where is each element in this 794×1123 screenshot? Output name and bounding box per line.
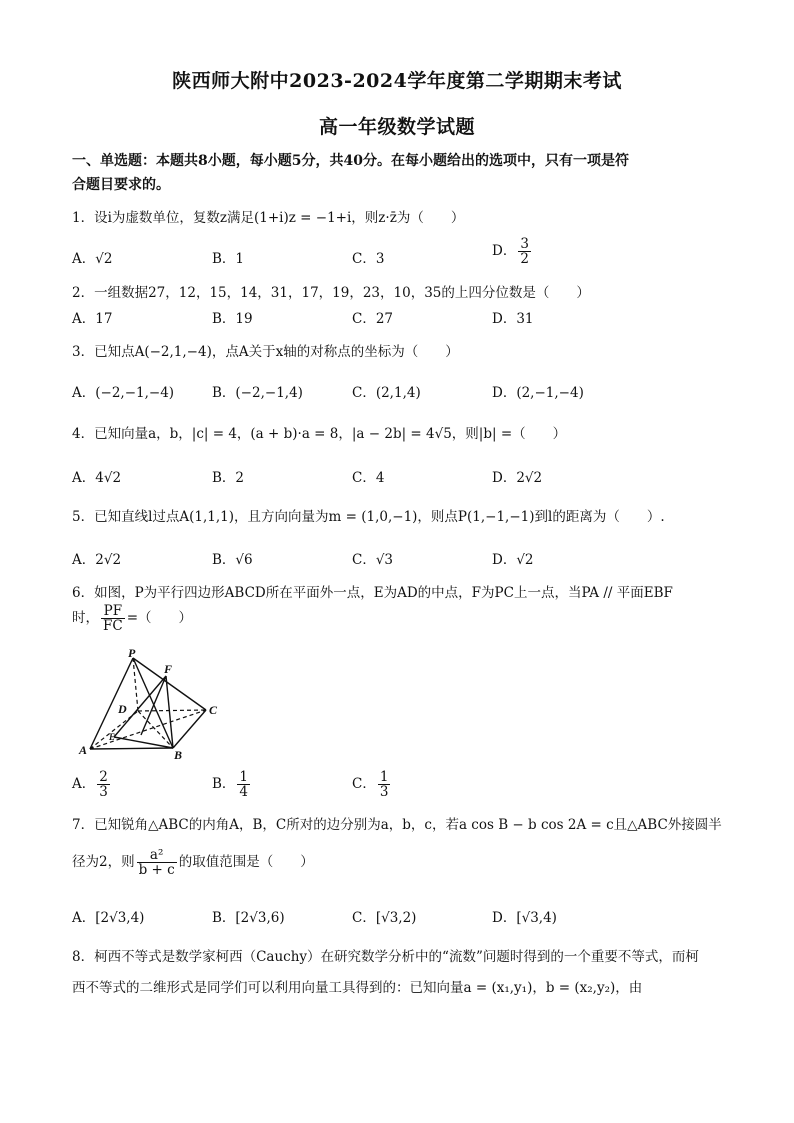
label-d: D	[118, 702, 127, 716]
fraction-denominator: b + c	[138, 862, 175, 879]
question-7-option-b: B．[2√3,6)	[212, 910, 285, 926]
label-f: F	[164, 662, 173, 676]
fraction-denominator: 3	[99, 784, 108, 801]
label-p: P	[128, 646, 136, 660]
question-6-stem-prefix: 时，	[72, 610, 99, 627]
question-1-option-d-fraction	[518, 237, 531, 266]
question-6-option-a	[72, 770, 112, 799]
question-1-option-c: C．3	[352, 251, 385, 267]
section-heading-line1: 一、单选题：本题共8小题，每小题5分，共40分。在每小题给出的选项中，只有一项是符	[72, 153, 629, 169]
question-4-option-d: D．2√2	[492, 470, 543, 486]
question-2-option-b: B．19	[212, 311, 253, 327]
option-fraction	[97, 770, 110, 799]
question-6-ratio-fraction	[101, 604, 125, 633]
question-5-option-a: A．2√2	[72, 552, 122, 568]
question-5-option-b: B．√6	[212, 552, 253, 568]
question-5-option-c: C．√3	[352, 552, 394, 568]
question-7-stem-suffix: 的取值范围是（ ）	[178, 854, 314, 871]
question-6-stem-line1: 6．如图，P为平行四边形ABCD所在平面外一点，E为AD的中点，F为PC上一点，当PA // 平面EBF	[72, 585, 673, 601]
option-fraction	[378, 770, 391, 799]
fraction-denominator: FC	[103, 618, 123, 635]
question-6-stem-suffix: =（ ）	[126, 610, 193, 627]
question-8-stem-line1: 8．柯西不等式是数学家柯西（Cauchy）在研究数学分析中的“流数”问题时得到的一个重要不等式，而柯	[72, 949, 699, 965]
fraction-numerator: a²	[137, 848, 177, 863]
edge-dc-hidden	[138, 710, 206, 711]
question-8-stem-line2: 西不等式的二维形式是同学们可以利用向量工具得到的：已知向量a = (x₁,y₁)，b = (x₂,y₂)，由	[72, 980, 643, 996]
question-3-option-a: A．(−2,−1,−4)	[72, 385, 175, 401]
option-fraction	[237, 770, 250, 799]
label-a: A	[79, 743, 88, 757]
question-1-option-a: A．√2	[72, 251, 113, 267]
question-7-fraction	[137, 848, 177, 877]
question-1-option-d-prefix: D．	[492, 243, 517, 260]
edge-ab	[90, 748, 173, 749]
question-2-option-d: D．31	[492, 311, 534, 327]
label-e: E	[109, 732, 116, 742]
question-1-option-d	[492, 237, 533, 266]
question-2-option-a: A．17	[72, 311, 113, 327]
label-c: C	[209, 703, 218, 717]
question-4-stem: 4．已知向量a，b，|c| = 4，(a + b)·a = 8，|a − 2b| = 4√5，则|b| =（ ）	[72, 426, 567, 442]
question-3-option-b: B．(−2,−1,4)	[212, 385, 303, 401]
question-1-option-b: B．1	[212, 251, 245, 267]
edge-fb	[166, 676, 173, 748]
question-6-stem-line2	[72, 604, 192, 633]
exam-subtitle: 高一年级数学试题	[318, 116, 475, 138]
question-5-option-d: D．√2	[492, 552, 534, 568]
section-heading-line2: 合题目要求的。	[72, 177, 170, 193]
question-2-stem: 2．一组数据27，12，15，14，31，17，19，23，10，35的上四分位数是（ ）	[72, 285, 590, 301]
pyramid-figure	[78, 646, 228, 766]
question-3-stem: 3．已知点A(−2,1,−4)，点A关于x轴的对称点的坐标为（ ）	[72, 344, 459, 360]
option-prefix: C．	[352, 776, 376, 793]
question-7-stem-prefix: 径为2，则	[72, 854, 135, 871]
label-b: B	[174, 748, 183, 762]
fraction-numerator: 1	[239, 769, 249, 785]
fraction-numerator: 2	[99, 769, 108, 785]
question-7-option-a: A．[2√3,4)	[72, 910, 145, 926]
fraction-denominator: 2	[520, 251, 529, 268]
fraction-numerator: 3	[520, 236, 529, 252]
edge-ad-hidden	[90, 711, 138, 749]
question-3-option-d: D．(2,−1,−4)	[492, 385, 584, 401]
fraction-numerator: 1	[379, 769, 389, 785]
question-7-option-d: D．[√3,4)	[492, 910, 557, 926]
question-1-stem: 1．设i为虚数单位，复数z满足(1+i)z = −1+i，则z·z̄为（ ）	[72, 210, 465, 226]
question-2-option-c: C．27	[352, 311, 394, 327]
question-5-stem: 5．已知直线l过点A(1,1,1)，且方向向量为m = (1,0,−1)，则点P(1,−1,−1)到l的距离为（ ）.	[72, 509, 665, 525]
fraction-denominator: 4	[239, 784, 249, 801]
question-3-option-c: C．(2,1,4)	[352, 385, 421, 401]
question-7-stem-line1: 7．已知锐角△ABC的内角A，B，C所对的边分别为a，b，c，若a cos B − b cos 2A = c且△ABC外接圆半	[72, 817, 722, 833]
option-prefix: B．	[212, 776, 236, 793]
question-4-option-a: A．4√2	[72, 470, 122, 486]
option-prefix: A．	[72, 776, 96, 793]
fraction-denominator: 3	[379, 784, 389, 801]
edge-bc	[173, 710, 206, 748]
question-6-option-b	[212, 770, 252, 799]
question-7-option-c: C．[√3,2)	[352, 910, 417, 926]
question-4-option-c: C．4	[352, 470, 385, 486]
exam-title: 陕西师大附中2023-2024学年度第二学期期末考试	[172, 70, 622, 92]
question-7-stem-line2	[72, 848, 314, 877]
question-4-option-b: B．2	[212, 470, 245, 486]
question-6-option-c	[352, 770, 392, 799]
fraction-numerator: PF	[101, 604, 125, 619]
